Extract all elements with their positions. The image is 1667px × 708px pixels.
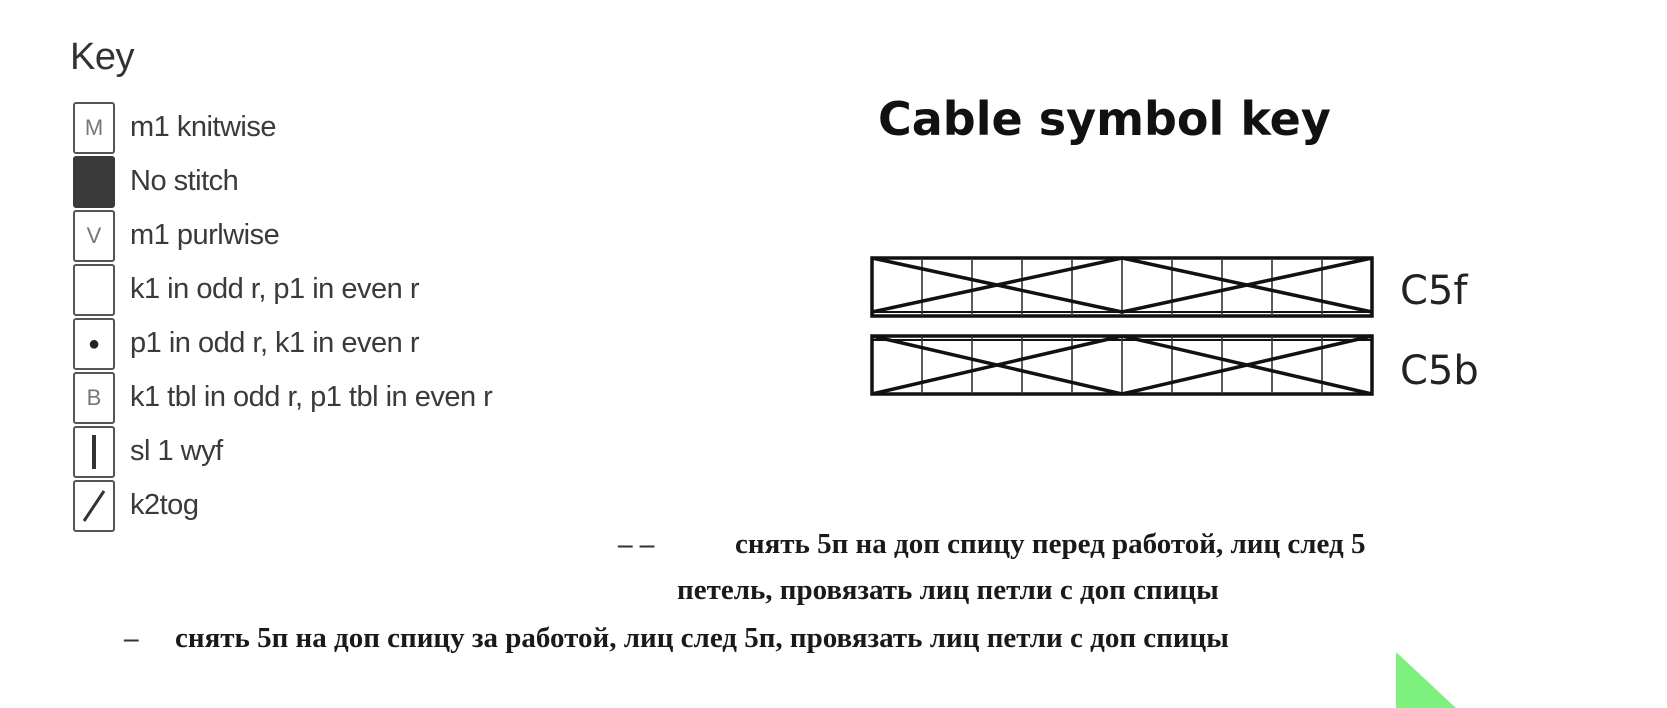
- key-label: k2tog: [130, 489, 199, 521]
- cable-key-title: Cable symbol key: [878, 92, 1331, 146]
- dot-symbol: ●: [73, 318, 115, 370]
- key-item-no-stitch: [73, 156, 633, 212]
- blank-square-symbol: [73, 264, 115, 316]
- key-item-knit: [73, 264, 633, 320]
- c5b-chart: [872, 336, 1372, 394]
- key-item-m1-purlwise: [73, 210, 633, 266]
- pointer-arrow-icon: [1396, 652, 1456, 708]
- slip-bar-symbol: [73, 426, 115, 478]
- front-cable-instruction-line1: снять 5п на доп спицу перед работой, лиц след 5: [735, 528, 1366, 560]
- key-item-knit-tbl: [73, 372, 633, 428]
- c5b-label: C5b: [1400, 348, 1479, 394]
- back-cable-dash: –: [124, 622, 139, 654]
- key-item-k2tog: [73, 480, 633, 536]
- key-label: m1 purlwise: [130, 219, 280, 251]
- m1-knitwise-symbol: M: [73, 102, 115, 154]
- key-item-m1-knitwise: [73, 102, 633, 158]
- c5f-chart: [872, 258, 1372, 316]
- tbl-symbol: B: [73, 372, 115, 424]
- key-title: Key: [70, 36, 134, 78]
- key-label: No stitch: [130, 165, 239, 197]
- slash-symbol: [73, 480, 115, 532]
- key-label: k1 tbl in odd r, p1 tbl in even r: [130, 381, 493, 413]
- c5f-label: C5f: [1400, 268, 1468, 314]
- back-cable-instruction: снять 5п на доп спицу за работой, лиц след 5п, провязать лиц петли с доп спицы: [175, 622, 1229, 654]
- key-item-slip: [73, 426, 633, 482]
- no-stitch-symbol: [73, 156, 115, 208]
- key-label: sl 1 wyf: [130, 435, 223, 467]
- key-label: m1 knitwise: [130, 111, 276, 143]
- cable-charts: [868, 254, 1378, 399]
- front-cable-instruction-line2: петель, провязать лиц петли с доп спицы: [677, 574, 1219, 606]
- m1-purlwise-symbol: V: [73, 210, 115, 262]
- key-item-purl: [73, 318, 633, 374]
- key-label: k1 in odd r, p1 in even r: [130, 273, 419, 305]
- key-label: p1 in odd r, k1 in even r: [130, 327, 419, 359]
- front-cable-dashes: – –: [618, 528, 655, 560]
